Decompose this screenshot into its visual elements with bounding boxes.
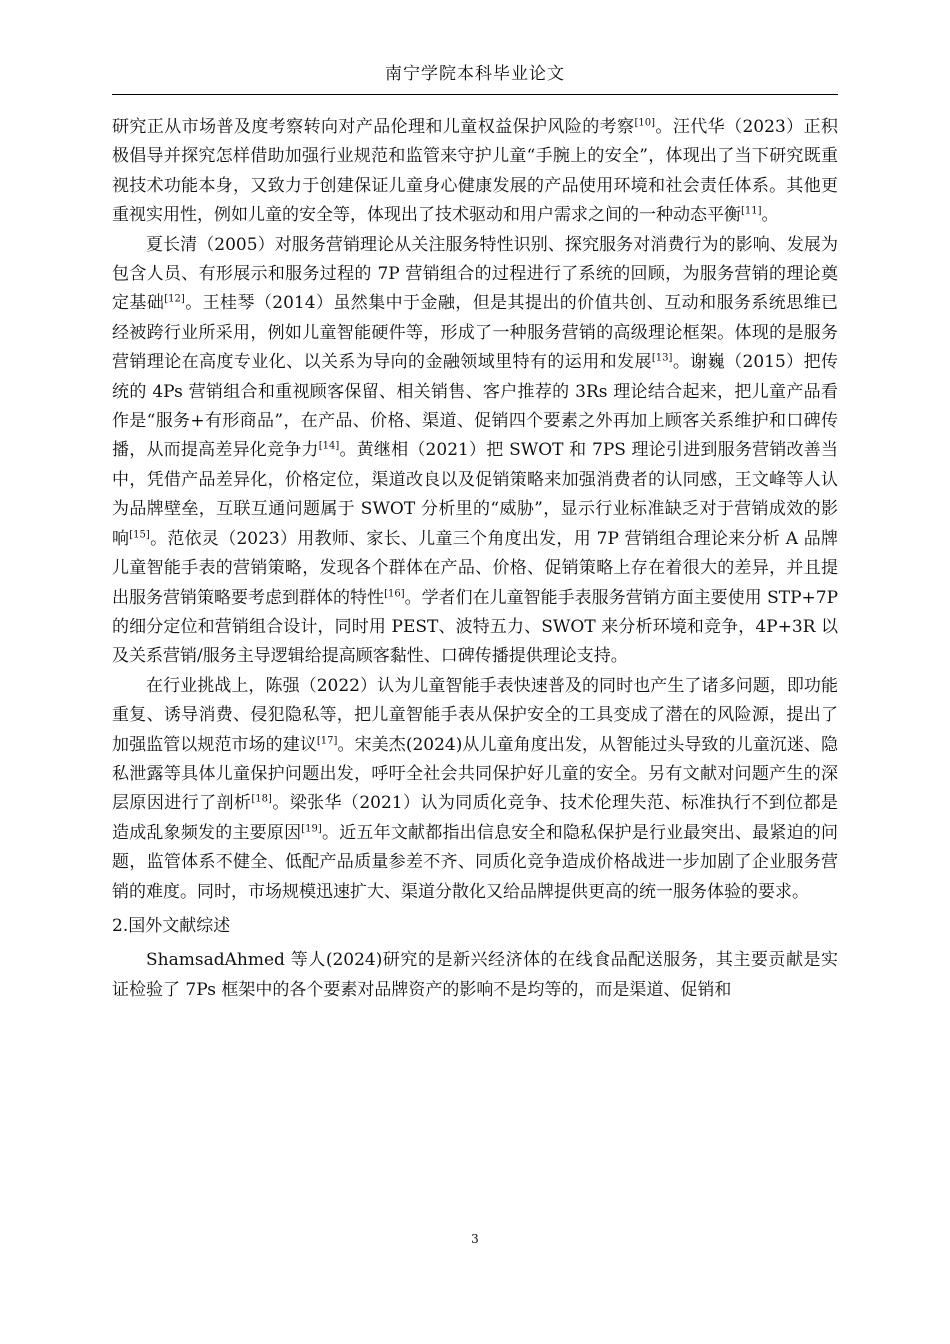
text-segment: 。梁张华（2021）认为同质化竞争、技术伦理失范、标准执行不到位都是造成乱象频发的主要原因 xyxy=(112,793,839,843)
text-segment: 。学者们在儿童智能手表服务营销方面主要使用 STP+7P 的细分定位和营销组合设计，同时用 PEST、波特五力、SWOT 来分析环境和竞争，4P+3R 以及关系营销/服务主导逻辑给提高顾客黏性、口碑传播提供理论支持。 xyxy=(112,587,839,667)
running-header: 南宁学院本科毕业论文 xyxy=(385,64,565,84)
citation-ref: [19] xyxy=(301,823,322,835)
text-segment: 研究正从市场普及度考察转向对产品伦理和儿童权益保护风险的考察 xyxy=(112,117,635,137)
paragraph-foreign-literature xyxy=(112,946,838,1005)
citation-ref: [17] xyxy=(316,734,338,746)
page-number: 3 xyxy=(471,1232,479,1246)
citation-ref: [15] xyxy=(129,529,150,541)
text-segment: 。宋美杰(2024)从儿童角度出发，从智能过头导致的儿童沉迷、隐私泄露等具体儿童保护问题出发，呼吁全社会共同保护好儿童的安全。另有文献对问题产生的深层原因进行了剖析 xyxy=(112,734,838,814)
body-text xyxy=(112,113,838,1005)
text-segment: 夏长清（2005）对服务营销理论从关注服务特性识别、探究服务对消费行为的影响、发展为包含人员、有形展示和服务过程的 7P 营销组合的过程进行了系统的回顾，为服务营销的理论奠定基础 xyxy=(112,234,838,314)
citation-ref: [13] xyxy=(651,352,673,364)
text-segment: 。范依灵（2023）用教师、家长、儿童三个角度出发，用 7P 营销组合理论来分析 A 品牌儿童智能手表的营销策略，发现各个群体在产品、价格、促销策略上存在着很大的差异，并且提出服务营销策略要考虑到群体的特性 xyxy=(112,528,838,608)
citation-ref: [16] xyxy=(384,587,405,599)
citation-ref: [11] xyxy=(741,205,762,217)
paragraph-intro-continued xyxy=(112,113,838,231)
text-segment: 。汪代华（2023）正积极倡导并探究怎样借助加强行业规范和监管来守护儿童“手腕上的安全”，体现出了当下研究既重视技术功能本身，又致力于创建保证儿童身心健康发展的产品使用环境和社会责任体系。其他更重视实用性，例如儿童的安全等，体现出了技术驱动和用户需求之间的一种动态平衡 xyxy=(112,117,839,226)
text-segment: 。王桂琴（2014）虽然集中于金融，但是其提出的价值共创、互动和服务系统思维已经被跨行业所采用，例如儿童智能硬件等，形成了一种服务营销的高级理论框架。体现的是服务营销理论在高度专业化、以关系为导向的金融领域里特有的运用和发展 xyxy=(112,293,839,373)
paragraph-service-marketing xyxy=(112,231,838,672)
citation-ref: [10] xyxy=(634,117,655,129)
header-rule xyxy=(112,94,838,95)
citation-ref: [18] xyxy=(251,793,272,805)
text-segment: 。黄继相（2021）把 SWOT 和 7PS 理论引进到服务营销改善当中，凭借产品差异化，价格定位，渠道改良以及促销策略来加强消费者的认同感，王文峰等人认为品牌壁垒，互联互通问题属于 SWOT 分析里的“威胁”，显示行业标准缺乏对于营销成效的影响 xyxy=(112,440,838,549)
citation-ref: [12] xyxy=(164,293,185,305)
text-segment: ShamsadAhmed 等人(2024)研究的是新兴经济体的在线食品配送服务，其主要贡献是实证检验了 7Ps 框架中的各个要素对品牌资产的影响不是均等的，而是渠道、促销和 xyxy=(112,950,838,1000)
paragraph-industry-challenges xyxy=(112,672,838,907)
text-segment: 。近五年文献都指出信息安全和隐私保护是行业最突出、最紧迫的问题，监管体系不健全、低配产品质量参差不齐、同质化竞争造成价格战进一步加剧了企业服务营销的难度。同时，市场规模迅速扩大、渠道分散化又给品牌提供更高的统一服务体验的要求。 xyxy=(112,822,839,902)
citation-ref: [14] xyxy=(318,440,340,452)
section-heading: 2.国外文献综述 xyxy=(112,915,231,936)
text-segment: 在行业挑战上，陈强（2022）认为儿童智能手表快速普及的同时也产生了诸多问题，即功能重复、诱导消费、侵犯隐私等，把儿童智能手表从保护安全的工具变成了潜在的风险源，提出了加强监管以规范市场的建议 xyxy=(112,675,838,755)
text-segment: 。谢巍（2015）把传统的 4Ps 营销组合和重视顾客保留、相关销售、客户推荐的 3Rs 理论结合起来，把儿童产品看作是“服务+有形商品”，在产品、价格、渠道、促销四个要素之外再加上顾客关系维护和口碑传播，从而提高差异化竞争力 xyxy=(112,352,839,461)
text-segment: 。 xyxy=(761,205,779,226)
